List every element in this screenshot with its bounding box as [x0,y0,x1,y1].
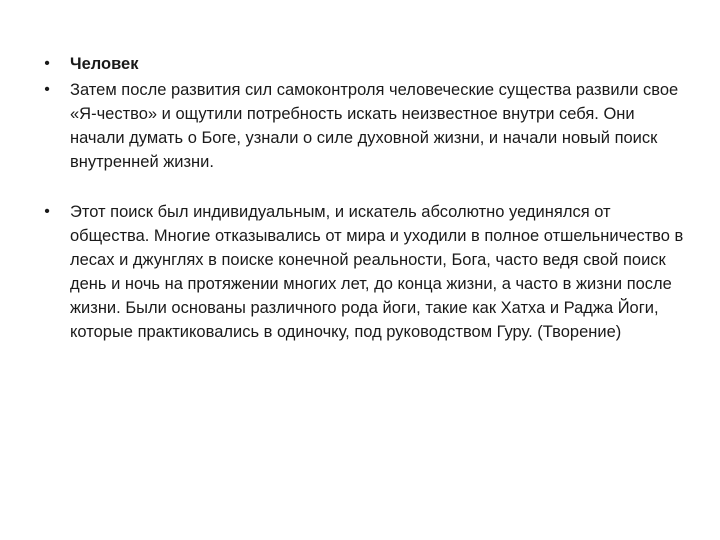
bullet-icon: • [44,81,50,98]
bullet-icon: • [44,203,50,220]
bullet-icon: • [44,55,50,72]
bullet-text: Человек [70,55,139,73]
bullet-list [40,52,690,346]
bullet-text: Этот поиск был индивидуальным, и искатель абсолютно уединялся от общества. Многие отказывались от мира и уходили в полное отшельничество в лесах и джунглях в поиске конечной реальности, Бога, часто ведя свой поиск день и ночь на протяжении многих лет, до конца жизни, а часто в жизни после жизни. Были основаны различного рода йоги, такие как Хатха и Раджа Йоги, которые практиковались в одиночку, под руководством Гуру. (Творение) [70,203,684,341]
bullet-item-individual-search [40,200,690,344]
bullet-item-self-development [40,78,690,174]
bullet-item-human [40,52,690,76]
bullet-text: Затем после развития сил самоконтроля человеческие существа развили свое «Я-чество» и ощутили потребность искать неизвестное внутри себя. Они начали думать о Боге, узнали о силе духовной жизни, и начали новый поиск внутренней жизни. [70,81,679,171]
